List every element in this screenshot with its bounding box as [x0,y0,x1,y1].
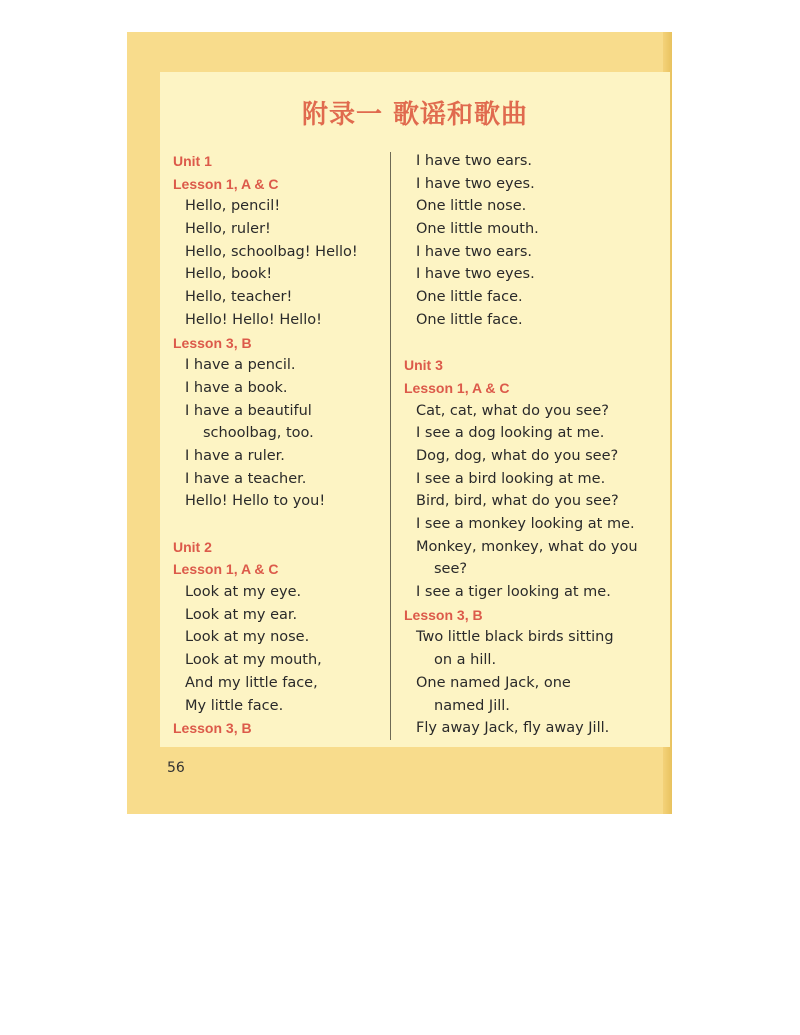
column-divider [390,152,391,740]
verse-line: on a hill. [434,652,497,669]
verse-line: I see a tiger looking at me. [416,584,611,601]
section-heading: Unit 2 [173,538,212,555]
verse-line: One named Jack, one [416,674,571,691]
verse-line: I see a dog looking at me. [416,425,605,442]
verse-line: Hello, ruler! [185,221,271,238]
verse-line: I see a monkey looking at me. [416,516,635,532]
verse-line: Hello! Hello to you! [185,493,326,510]
verse-line: I have a teacher. [185,470,307,487]
right-column [404,150,638,740]
verse-line: Hello, pencil! [185,198,281,215]
verse-line: I have a beautiful [185,402,312,419]
section-heading: Lesson 3, B [173,720,252,737]
verse-line: named Jill. [434,697,510,714]
section-heading: Unit 3 [404,357,443,374]
left-column [173,150,358,740]
verse-line: My little face. [185,697,284,714]
section-heading: Lesson 3, B [404,606,483,623]
verse-line: I have two ears. [416,153,533,169]
verse-line: Bird, bird, what do you see? [416,493,619,510]
verse-line: Hello, book! [185,266,273,283]
verse-line: I have two eyes. [416,175,535,192]
section-heading: Lesson 1, A & C [404,379,510,396]
verse-line: schoolbag, too. [203,425,314,442]
verse-line: Look at my nose. [185,629,310,646]
spacer [404,332,638,355]
spacer [173,513,358,536]
verse-line: Fly away Jack, fly away Jill. [416,720,610,737]
verse-line: I have two ears. [416,243,533,260]
verse-line: One little face. [416,289,523,306]
verse-line: Look at my mouth, [185,652,322,669]
section-heading: Lesson 3, B [173,334,252,351]
verse-line: see? [434,561,468,578]
verse-line: Hello, schoolbag! Hello! [185,243,358,260]
verse-line: I see a bird looking at me. [416,470,606,487]
verse-line: I have a ruler. [185,447,285,464]
verse-line: Look at my ear. [185,606,298,623]
page-title: 附录一 歌谣和歌曲 [301,100,529,130]
verse-line: Two little black birds sitting [416,629,614,646]
verse-line: Hello, teacher! [185,289,293,306]
verse-line: And my little face, [185,674,318,691]
section-heading: Lesson 1, A & C [173,561,279,578]
verse-line: Dog, dog, what do you see? [416,447,619,464]
verse-line: I have two eyes. [416,266,535,283]
verse-line: I have a book. [185,379,288,396]
verse-line: One little nose. [416,198,527,215]
section-heading: Lesson 1, A & C [173,175,279,192]
verse-line: Hello! Hello! Hello! [185,311,322,328]
verse-line: I have a pencil. [185,357,296,374]
verse-line: Monkey, monkey, what do you [416,538,638,555]
verse-line: One little face. [416,311,523,328]
section-heading: Unit 1 [173,153,212,169]
page-number: 56 [167,760,185,776]
verse-line: Look at my eye. [185,584,302,601]
verse-line: Cat, cat, what do you see? [416,402,609,419]
verse-line: One little mouth. [416,221,539,238]
